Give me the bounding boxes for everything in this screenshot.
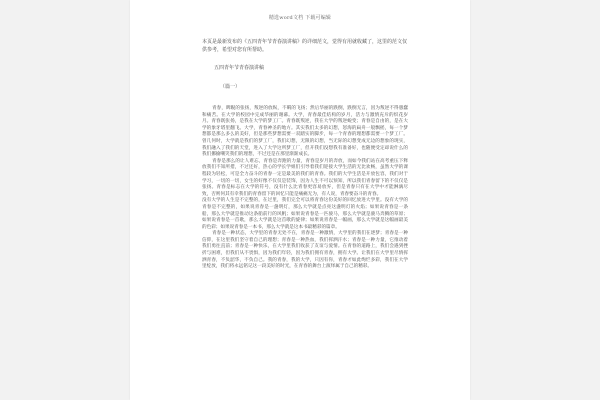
paragraph: 青春是那么的让人难忘，青春是奔跑的力量，青春是岁月的奔放，而如今我们站在高考重压下释放我们不知所措，不过还好，热心的学长学姐们引导着我们迎接大学生活的无比欢畅，虽然大学的课程较为轻松，可是全力奋斗的青春一定是最美的我们的青春。我们的大学生活是开放包容，我们对于学习，一切的一切，女生的好像不仅仅是装饰，因为人生不可以预知，所以我们青春留下的不仅仅是张扬。青春是标志在大学的符号，没有什么比青春更容易放弃，但是青春只有在大学中才能淋漓尽致，否则何其有幸我们的青春留下的回忆只能是痛痛无为，有人说，青春要奋斗的青春。 <box>202 158 408 197</box>
body-text <box>202 106 408 271</box>
paragraph: 没有大学的人生是不完整的，在过里，我们完全可以将青春这份美好的回忆放进大学里。没有大学的青春是不完整的，如果说青春是一盏明灯，那么大学就是点亮这盏明灯的火焰；如果说青春是一条船，那么大学就是推动这条船前行的风帆；如果说青春是一匹骏马，那么大学就是骏马奔腾的草原；如果说青春是一首歌，那么大学就是这首歌的旋律；如果说青春是一幅画，那么大学就是这幅画最美的色彩；如果说青春是一本书，那么大学就是这本书最精彩的篇章。 <box>202 198 408 230</box>
page-header: 精选word文档 下载可编辑 <box>268 15 332 21</box>
intro-text: 本页是最新发布的《五四青年节青春演讲稿》的详细范文，觉得有用就收藏了，这里的范文仅供参考，希望对您有所帮助。 <box>202 39 408 53</box>
document-title: 五四青年节青春演讲稿 <box>214 65 265 71</box>
section-label: （篇一） <box>220 84 241 90</box>
paragraph: 青春是一种状态，大学里的青春无处不在，青春是一种激情，大学里的我们在逐梦；青春是一种信仰，在这里我们坚守着自己的理想；青春是一种热血，我们挥洒汗水；青春是一种力量，它推动着我们勇往直前；青春是一种快乐，在大学里我们收获了友谊与爱情。在青春的道路上，我们会遇到挫折与困难，但我们从不畏惧，因为我们年轻，因为我们拥有青春，拥有大学。让我们在大学里尽情挥洒青春，不负韶华，不负自己。我的青春，我的大学，只因有你，青春才如此绚烂多彩，我们在大学里绽放，我们将永远铭记这一段美好的时光，在青春的舞台上演绎属于自己的精彩。 <box>202 231 408 270</box>
paragraph: 青春，睥睨的张扬，叛逆的放纵，不羁的飞扬；然后华丽的跌倒，跌倒无言，因为叛逆不得愚蠢和痛苦。在大学的校园中完成华丽的谢幕。大学，青春最佳结构的岁月，活力与激情充斥的炽花岁月。青春既张扬，是我在大学的梦工厂。青春既叛逆，我在大学的叛逆蜕变；青春是自由的，是在大学的象牙塔里翻飞。大学，青春神圣的地方。其实我们太多的幻想，怒海的扁舟一般飘摇，每一个梦想都是那么多么的美好，但是那些梦想需要一双踏实的脚步，每一个青春的理想都需要一个梦工厂。曾几何时，大学就是我们的梦工厂，我们幻想，无限的幻想，当无际的幻想变成无边的想象的现实，我们融入了我们的天堂，进入了大学这所梦工厂，但开我们没想我有准备好，也随便受定却说什么的我们挪揄嘲笑我们的理想，不过还是在那里渐渐成长。 <box>202 106 408 158</box>
document-page <box>130 0 470 400</box>
